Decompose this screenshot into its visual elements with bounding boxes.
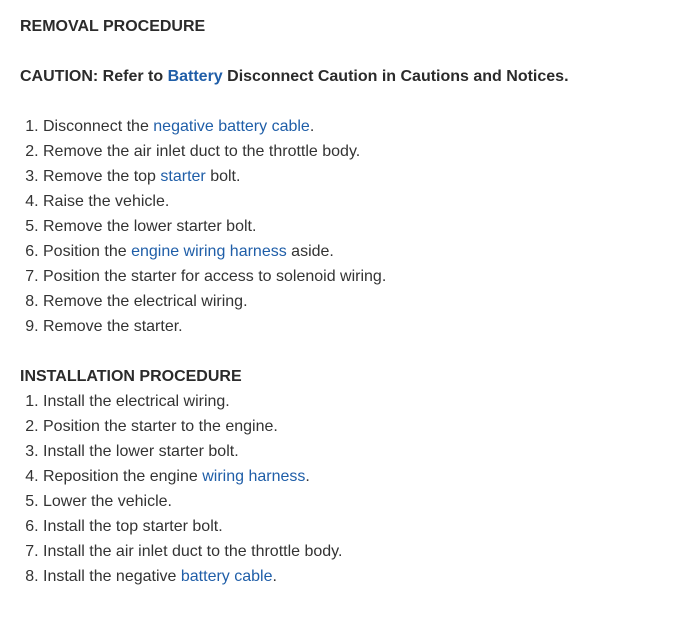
step-link[interactable]: wiring harness [202,468,306,485]
step-text: Position the starter for access to solenoid wiring. [43,268,387,285]
step-link[interactable]: battery cable [180,568,273,585]
step-text: Remove the starter. [43,318,183,335]
step-text-suffix: . [272,568,277,585]
step-link[interactable]: negative battery cable [153,118,310,135]
step-number: 8. [25,568,39,585]
procedure-step [20,389,687,414]
installation-heading: INSTALLATION PROCEDURE [20,368,242,385]
step-text: Install the air inlet duct to the throttle body. [43,543,343,560]
procedure-step [20,214,687,239]
step-text: Disconnect the [43,118,154,135]
section-spacer [20,339,687,364]
step-text: Remove the electrical wiring. [43,293,248,310]
procedure-step [20,314,687,339]
step-text: Position the [43,243,132,260]
step-text: Lower the vehicle. [43,493,172,510]
step-number: 4. [25,193,39,210]
step-number: 6. [25,518,39,535]
procedure-step [20,514,687,539]
step-text: Remove the air inlet duct to the throttle body. [43,143,361,160]
procedure-step [20,114,687,139]
step-text: Remove the top [43,168,161,185]
caution-note [20,64,687,89]
step-text: Install the top starter bolt. [43,518,223,535]
procedure-step [20,414,687,439]
step-number: 5. [25,493,39,510]
procedure-step [20,139,687,164]
battery-link[interactable]: Battery [167,68,223,85]
step-number: 2. [25,143,39,160]
step-text: Raise the vehicle. [43,193,170,210]
step-number: 7. [25,543,39,560]
step-link[interactable]: engine wiring harness [131,243,287,260]
step-text: Install the lower starter bolt. [43,443,239,460]
removal-steps-list [20,114,687,339]
procedure-step [20,489,687,514]
step-number: 9. [25,318,39,335]
procedure-step [20,439,687,464]
step-text-suffix: aside. [286,243,334,260]
procedure-step [20,464,687,489]
step-number: 1. [25,118,39,135]
step-number: 2. [25,418,39,435]
removal-heading: REMOVAL PROCEDURE [20,18,206,35]
step-text: Remove the lower starter bolt. [43,218,257,235]
step-text: Position the starter to the engine. [43,418,278,435]
caution-suffix: Disconnect Caution in Cautions and Notices. [222,68,569,85]
step-number: 3. [25,443,39,460]
installation-steps-list [20,389,687,589]
step-text-suffix: . [309,118,315,135]
procedure-step [20,564,687,589]
caution-prefix: CAUTION: Refer to [20,68,168,85]
procedure-step [20,189,687,214]
procedure-step [20,164,687,189]
step-number: 6. [25,243,39,260]
step-text: Reposition the engine [43,468,203,485]
step-number: 7. [25,268,39,285]
step-text: Install the electrical wiring. [43,393,230,410]
step-text-suffix: bolt. [205,168,241,185]
step-number: 1. [25,393,39,410]
step-text-suffix: . [305,468,310,485]
procedure-step [20,539,687,564]
step-link[interactable]: starter [160,168,206,185]
step-number: 5. [25,218,39,235]
procedure-step [20,239,687,264]
procedure-step [20,264,687,289]
step-number: 4. [25,468,39,485]
step-number: 3. [25,168,39,185]
step-text: Install the negative [43,568,181,585]
step-number: 8. [25,293,39,310]
procedure-step [20,289,687,314]
